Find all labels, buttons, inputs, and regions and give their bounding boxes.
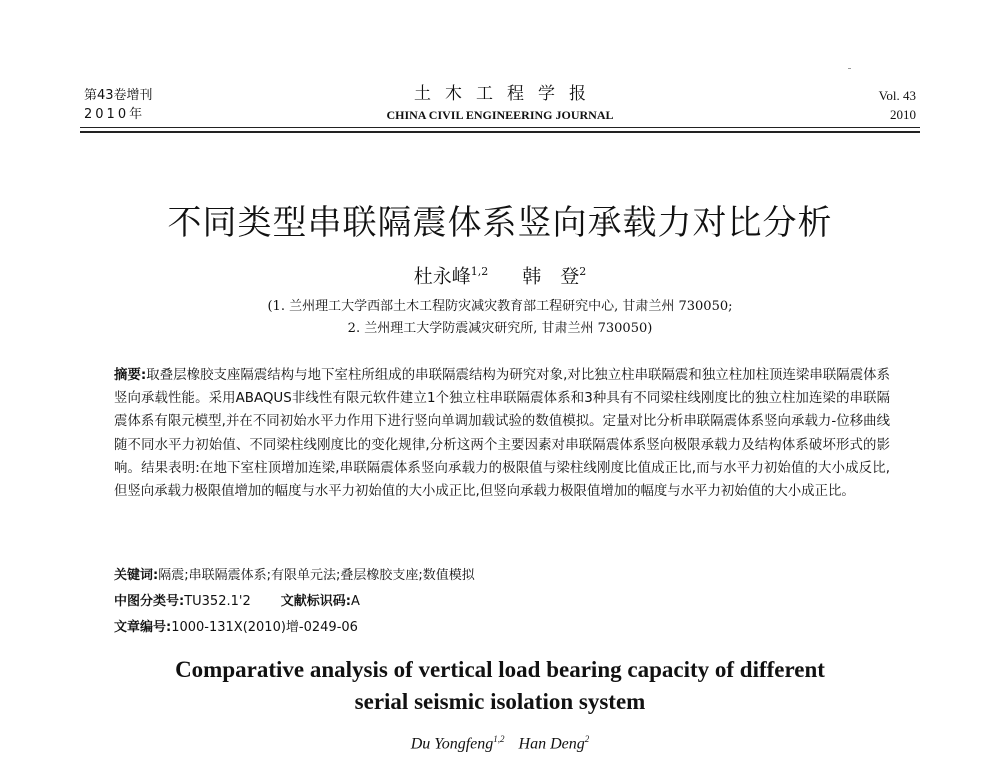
- header-journal: [300, 84, 700, 123]
- header-year-zh: 2010年: [84, 107, 146, 122]
- article-number-value: 1000-131X(2010)增-0249-06: [171, 620, 358, 635]
- author-affil-mark-en: 1,2: [493, 734, 505, 744]
- header-volume-zh: 第43卷增刊: [84, 88, 153, 103]
- author-affil-mark-en: 2: [584, 734, 590, 744]
- author-name-en: Du Yongfeng: [410, 735, 494, 753]
- header-year-en: 2010: [890, 107, 916, 122]
- header-rule-thin: [80, 127, 920, 128]
- classification-value: TU352.1'2: [184, 594, 251, 609]
- title-en-line: serial seismic isolation system: [354, 689, 646, 714]
- article-number-label: 文章编号:: [114, 620, 172, 635]
- affiliation-line: (1. 兰州理工大学西部土木工程防灾减灾教育部工程研究中心, 甘肃兰州 730050;: [267, 299, 733, 314]
- classification-label: 中图分类号:: [114, 594, 185, 609]
- author-affil-mark: 1,2: [470, 265, 489, 278]
- header-volume-en: Vol. 43: [878, 88, 916, 103]
- header-rule-thick: [80, 131, 920, 133]
- author-name: 杜永峰: [413, 265, 471, 288]
- author-affil-mark: 2: [579, 265, 587, 278]
- scan-speck: [848, 68, 851, 69]
- affiliations: [0, 296, 1000, 340]
- abstract: [114, 364, 890, 503]
- paper-title-en: [0, 654, 1000, 718]
- keywords: [114, 566, 890, 586]
- abstract-label: 摘要:: [114, 368, 147, 383]
- title-en-line: Comparative analysis of vertical load bearing capacity of different: [175, 657, 825, 682]
- doc-code-label: 文献标识码:: [280, 594, 351, 609]
- abstract-text: 取叠层橡胶支座隔震结构与地下室柱所组成的串联隔震结构为研究对象,对比独立柱串联隔震和独立柱加柱顶连梁串联隔震体系竖向承载性能。采用ABAQUS非线性有限元软件建立1个独立柱串联隔震体系和3种具有不同梁柱线刚度比的独立柱加连梁的串联隔震体系有限元模型,并在不同初始水平力作用下进行竖向单调加载试验的数值模拟。定量对比分析串联隔震体系竖向承载力-位移曲线随不同水平力初始值、不同梁柱线刚度比的变化规律,分析这两个主要因素对串联隔震体系竖向极限承载力及结构体系破坏形式的影响。结果表明:在地下室柱顶增加连梁,串联隔震体系竖向承载力的极限值与梁柱线刚度比值成正比,而与水平力初始值的大小成反比,但竖向承载力极限值增加的幅度与水平力初始值的大小成正比,但竖向承载力极限值增加的幅度与水平力初始值的大小成正比。: [114, 368, 890, 500]
- keywords-label: 关键词:: [114, 568, 159, 583]
- header-left: [84, 86, 153, 124]
- doc-code-value: A: [350, 594, 360, 609]
- journal-name-en: CHINA CIVIL ENGINEERING JOURNAL: [386, 108, 614, 122]
- header-right: [879, 86, 916, 124]
- journal-name-zh: 土木工程学报: [414, 84, 600, 104]
- authors-zh: [0, 258, 1000, 290]
- paper-title-zh: 不同类型串联隔震体系竖向承载力对比分析: [167, 203, 833, 243]
- author-name: 韩 登: [522, 265, 580, 288]
- classification: [114, 592, 890, 612]
- article-number: [114, 618, 890, 638]
- keywords-text: 隔震;串联隔震体系;有限单元法;叠层橡胶支座;数值模拟: [158, 568, 475, 583]
- author-name-en: Han Deng: [518, 735, 585, 753]
- authors-en: [0, 728, 1000, 755]
- affiliation-line: 2. 兰州理工大学防震减灾研究所, 甘肃兰州 730050): [347, 321, 653, 336]
